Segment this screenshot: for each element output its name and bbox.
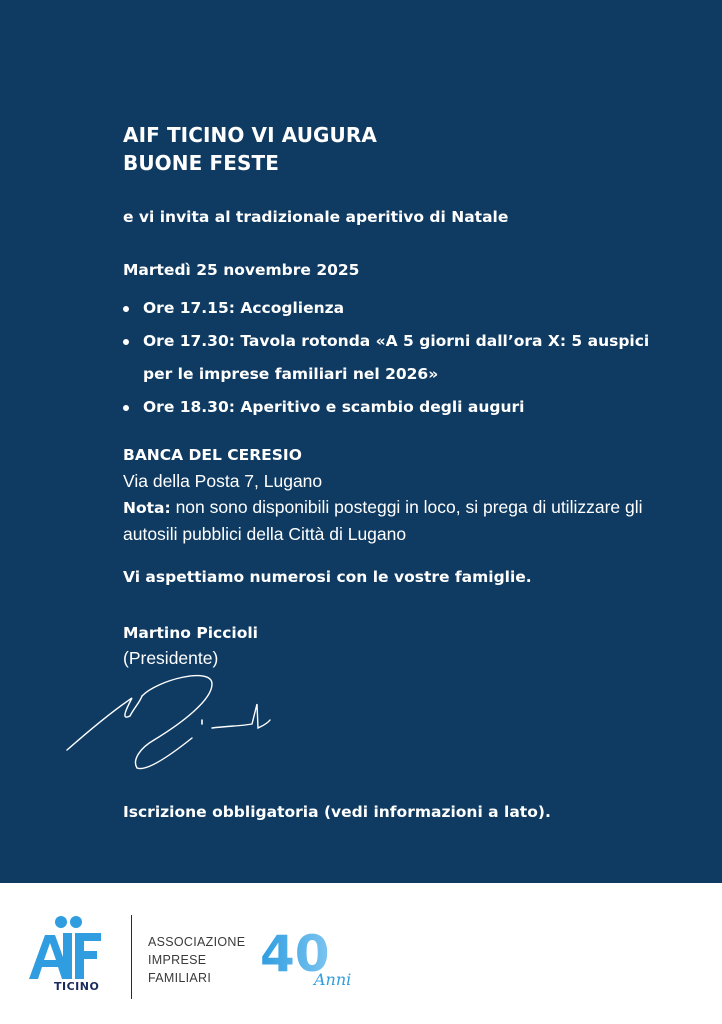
signer-name: Martino Piccioli: [123, 624, 258, 642]
note-text: non sono disponibili posteggi in loco, si prega di utilizzare gli autosili pubblici della Città di Lugano: [123, 497, 643, 544]
note-label: Nota:: [123, 499, 171, 517]
association-line: ASSOCIAZIONE: [148, 935, 246, 949]
schedule-item: [123, 292, 683, 325]
schedule-item-text: Ore 18.30: Aperitivo e scambio degli auguri: [143, 398, 525, 416]
event-date: Martedì 25 novembre 2025: [123, 261, 360, 279]
schedule-item-text: Ore 17.30: Tavola rotonda «A 5 giorni dall’ora X: 5 auspici per le imprese familiari nel 2026»: [143, 332, 650, 383]
invitation-content: [123, 121, 683, 821]
parking-note: [123, 494, 683, 547]
venue-address: Via della Posta 7, Lugano: [123, 471, 323, 491]
signature-icon: [62, 668, 272, 778]
logo-subtitle: TICINO: [54, 980, 100, 993]
association-line: IMPRESE: [148, 953, 207, 967]
venue-block: [123, 442, 683, 547]
footer-divider: [131, 915, 132, 999]
closing-message: Vi aspettiamo numerosi con le vostre famiglie.: [123, 568, 532, 586]
association-name: [148, 933, 245, 987]
anniversary-number: 40: [260, 927, 330, 983]
bullet-icon: [123, 306, 129, 312]
registration-note: Iscrizione obbligatoria (vedi informazioni a lato).: [123, 803, 551, 821]
association-line: FAMILIARI: [148, 971, 212, 985]
svg-text:AIF: AIF: [25, 913, 27, 914]
anniversary-word: Anni: [314, 970, 352, 989]
invitation-title: [123, 121, 683, 177]
title-line-1: AIF TICINO VI AUGURA: [123, 123, 377, 147]
signer-role: (Presidente): [123, 648, 219, 668]
title-line-2: BUONE FESTE: [123, 151, 279, 175]
schedule-list: [123, 292, 683, 424]
anniversary-40-logo-icon: [258, 927, 368, 993]
bullet-icon: [123, 339, 129, 345]
schedule-item-text: Ore 17.15: Accoglienza: [143, 299, 345, 317]
footer: [0, 883, 722, 1024]
schedule-item: [123, 391, 683, 424]
schedule-item: [123, 325, 683, 391]
bullet-icon: [123, 405, 129, 411]
invitation-subtitle: e vi invita al tradizionale aperitivo di Natale: [123, 208, 509, 226]
venue-name: BANCA DEL CERESIO: [123, 446, 302, 464]
